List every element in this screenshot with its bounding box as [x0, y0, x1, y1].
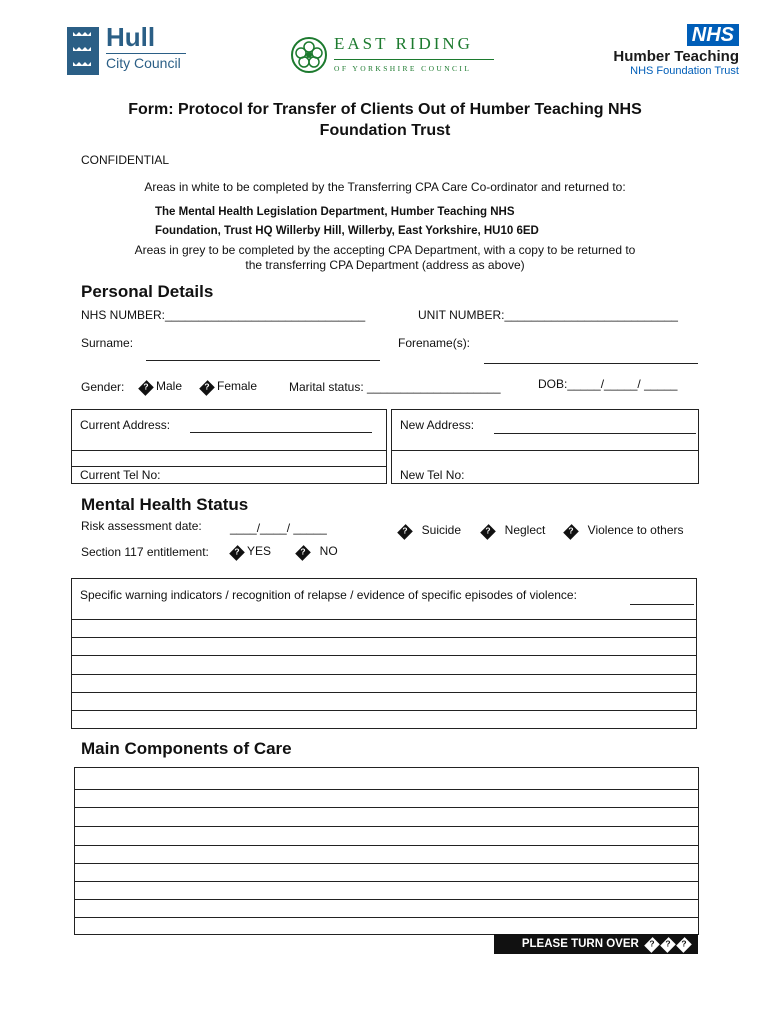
nhs-trust-sub: NHS Foundation Trust: [630, 65, 739, 77]
warning-indicators-label: Specific warning indicators / recognition of relapse / evidence of specific episodes of violence:: [80, 588, 577, 602]
east-riding-name: EAST RIDING: [334, 34, 473, 53]
form-title-line2: Foundation Trust: [319, 122, 451, 139]
dob-field[interactable]: DOB:_____/_____/ _____: [538, 377, 678, 391]
hull-city-council-logo: [66, 22, 191, 76]
please-turn-over-text: PLEASE TURN OVER: [521, 938, 639, 950]
rose-emblem-icon: [290, 36, 328, 74]
new-address-box: [391, 409, 699, 484]
confidential-label: CONFIDENTIAL: [81, 153, 170, 167]
current-address-input[interactable]: [190, 432, 372, 433]
warning-indicators-box: [71, 578, 697, 729]
checkbox-glyph-icon: ?: [563, 524, 579, 540]
personal-details-heading: Personal Details: [81, 282, 214, 301]
new-address-label: New Address:: [400, 418, 475, 432]
surname-label: Surname:: [81, 336, 134, 350]
east-riding-sub: OF YORKSHIRE COUNCIL: [334, 64, 472, 73]
return-address-line1: The Mental Health Legislation Department, Humber Teaching NHS: [155, 206, 515, 218]
turn-over-glyph-icon: ?: [644, 937, 660, 953]
section-117-yes-option[interactable]: ? YES: [231, 544, 271, 560]
please-turn-over-banner: [494, 934, 698, 954]
risk-date-label: Risk assessment date:: [81, 519, 202, 533]
checkbox-glyph-icon: ?: [480, 524, 496, 540]
new-address-input[interactable]: [494, 433, 696, 434]
hull-crest-icon: [66, 26, 100, 76]
section-117-no-option[interactable]: ? NO: [297, 544, 338, 560]
return-address: [155, 203, 539, 241]
care-components-box[interactable]: [74, 767, 699, 935]
gender-female-option[interactable]: ? Female: [201, 379, 257, 395]
east-riding-logo: [290, 34, 500, 78]
nhs-trust-name: Humber Teaching: [613, 48, 739, 65]
checkbox-glyph-icon: ?: [199, 380, 215, 396]
form-title: [0, 99, 770, 141]
checkbox-glyph-icon: ?: [229, 545, 245, 561]
unit-number-field[interactable]: UNIT NUMBER:__________________________: [418, 308, 678, 322]
forenames-label: Forename(s):: [398, 336, 471, 350]
checkbox-glyph-icon: ?: [295, 545, 311, 561]
risk-suicide-option[interactable]: ? Suicide: [399, 523, 461, 539]
nhs-badge: NHS: [687, 24, 739, 46]
current-address-label: Current Address:: [80, 418, 171, 432]
gender-label: Gender:: [81, 380, 125, 394]
turn-over-glyph-icon: ?: [676, 937, 692, 953]
nhs-number-field[interactable]: NHS NUMBER:______________________________: [81, 308, 366, 322]
risk-date-input[interactable]: ____/____/ _____: [230, 521, 327, 535]
current-tel-label: Current Tel No:: [80, 468, 161, 482]
section-117-label: Section 117 entitlement:: [81, 545, 209, 559]
risk-neglect-option[interactable]: ? Neglect: [482, 523, 545, 539]
hull-name: Hull: [106, 22, 156, 52]
forenames-input[interactable]: [484, 363, 698, 364]
main-components-heading: Main Components of Care: [81, 739, 292, 758]
grey-areas-instruction: Areas in grey to be completed by the accepting CPA Department, with a copy to be returned to the transferring CPA Department (address as above): [134, 243, 636, 272]
turn-over-glyph-icon: ?: [660, 937, 676, 953]
current-address-box: [71, 409, 387, 484]
new-tel-label: New Tel No:: [400, 468, 465, 482]
white-areas-instruction: Areas in white to be completed by the Transferring CPA Care Co-ordinator and returned to:: [144, 180, 626, 194]
warning-indicators-input[interactable]: [630, 604, 694, 605]
hull-council-name: City Council: [106, 55, 181, 71]
surname-input[interactable]: [146, 360, 380, 361]
return-address-line2: Foundation, Trust HQ Willerby Hill, Willerby, East Yorkshire, HU10 6ED: [155, 225, 539, 237]
nhs-trust-logo: [604, 24, 739, 80]
form-title-line1: Form: Protocol for Transfer of Clients Out of Humber Teaching NHS: [128, 101, 642, 118]
marital-status-field[interactable]: Marital status: ____________________: [289, 380, 501, 394]
checkbox-glyph-icon: ?: [397, 524, 413, 540]
mental-health-heading: Mental Health Status: [81, 495, 249, 514]
gender-male-option[interactable]: ? Male: [140, 379, 182, 395]
checkbox-glyph-icon: ?: [138, 380, 154, 396]
risk-violence-option[interactable]: ? Violence to others: [565, 523, 684, 539]
